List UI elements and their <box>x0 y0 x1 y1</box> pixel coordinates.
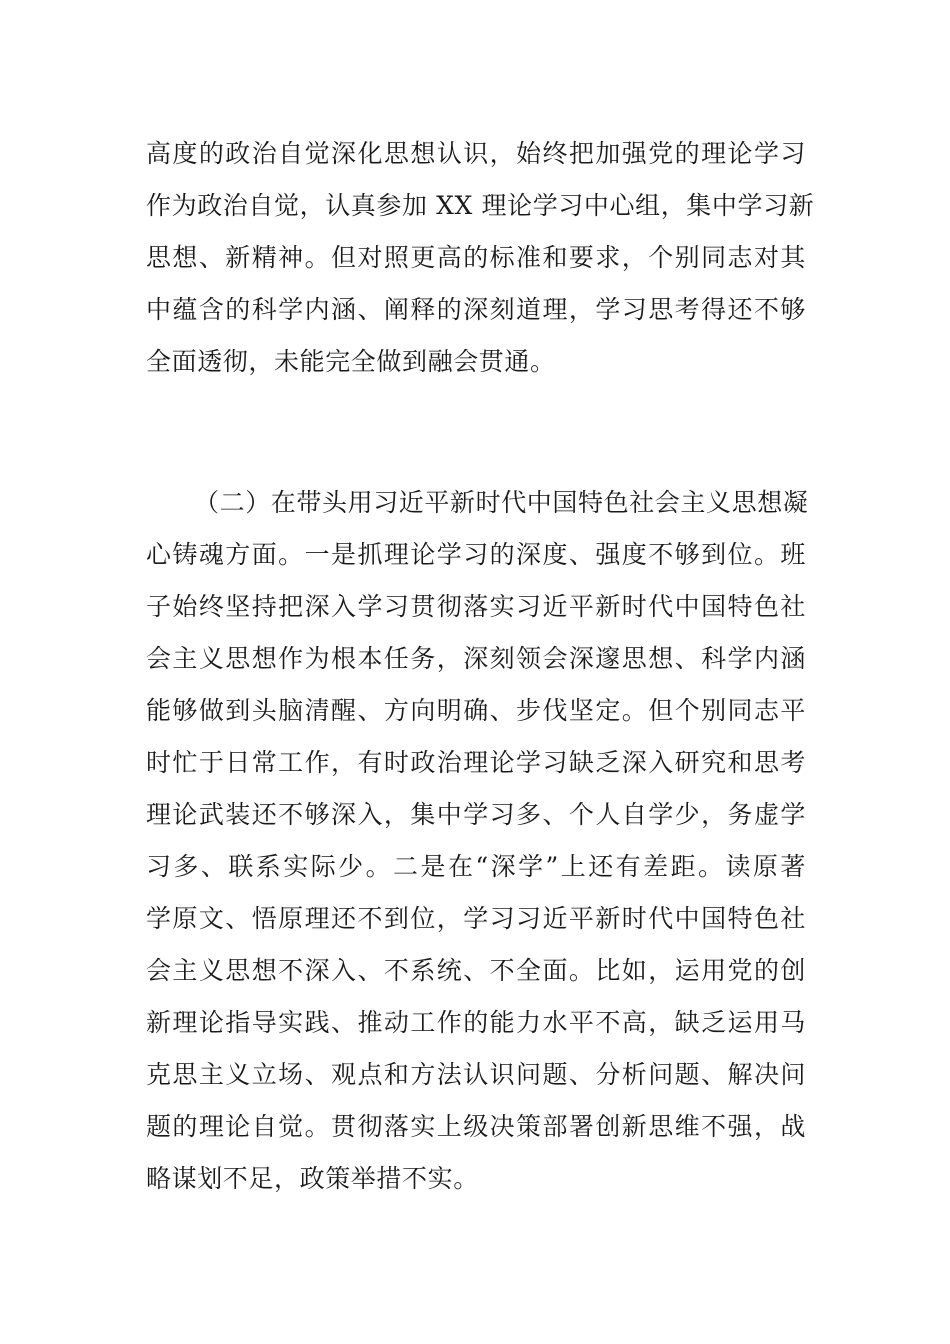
text-line: 时忙于日常工作，有时政治理论学习缺乏深入研究和思考 <box>146 748 806 777</box>
text-line: 全面透彻，未能完全做到融会贯通。 <box>146 347 556 376</box>
paragraph-2 <box>146 477 809 1205</box>
text-line: 中蕴含的科学内涵、阐释的深刻道理，学习思考得还不够 <box>146 295 806 324</box>
text-line: 理论武装还不够深入，集中学习多、个人自学少，务虚学 <box>146 800 806 829</box>
text-line: 子始终坚持把深入学习贯彻落实习近平新时代中国特色社 <box>146 592 806 621</box>
text-line: 习多、联系实际少。二是在“深学”上还有差距。读原著 <box>146 852 806 881</box>
text-line: 略谋划不足，政策举措不实。 <box>146 1164 479 1193</box>
text-line: 高度的政治自觉深化思想认识，始终把加强党的理论学习 <box>146 139 806 168</box>
text-line: 克思主义立场、观点和方法认识问题、分析问题、解决问 <box>146 1060 806 1089</box>
text-line: 题的理论自觉。贯彻落实上级决策部署创新思维不强，战 <box>146 1112 806 1141</box>
text-line: 思想、新精神。但对照更高的标准和要求，个别同志对其 <box>146 243 806 272</box>
text-line: 学原文、悟原理还不到位，学习习近平新时代中国特色社 <box>146 904 806 933</box>
paragraph-1 <box>146 128 815 388</box>
text-line: 会主义思想不深入、不系统、不全面。比如，运用党的创 <box>146 956 806 985</box>
text-line: 作为政治自觉，认真参加 XX 理论学习中心组，集中学习新 <box>146 191 815 220</box>
section-heading-line: （二）在带头用习近平新时代中国特色社会主义思想凝 <box>194 488 809 517</box>
text-line: 能够做到头脑清醒、方向明确、步伐坚定。但个别同志平 <box>146 696 806 725</box>
text-line: 心铸魂方面。一是抓理论学习的深度、强度不够到位。班 <box>146 540 806 569</box>
text-line: 会主义思想作为根本任务，深刻领会深邃思想、科学内涵 <box>146 644 806 673</box>
text-line: 新理论指导实践、推动工作的能力水平不高，缺乏运用马 <box>146 1008 806 1037</box>
